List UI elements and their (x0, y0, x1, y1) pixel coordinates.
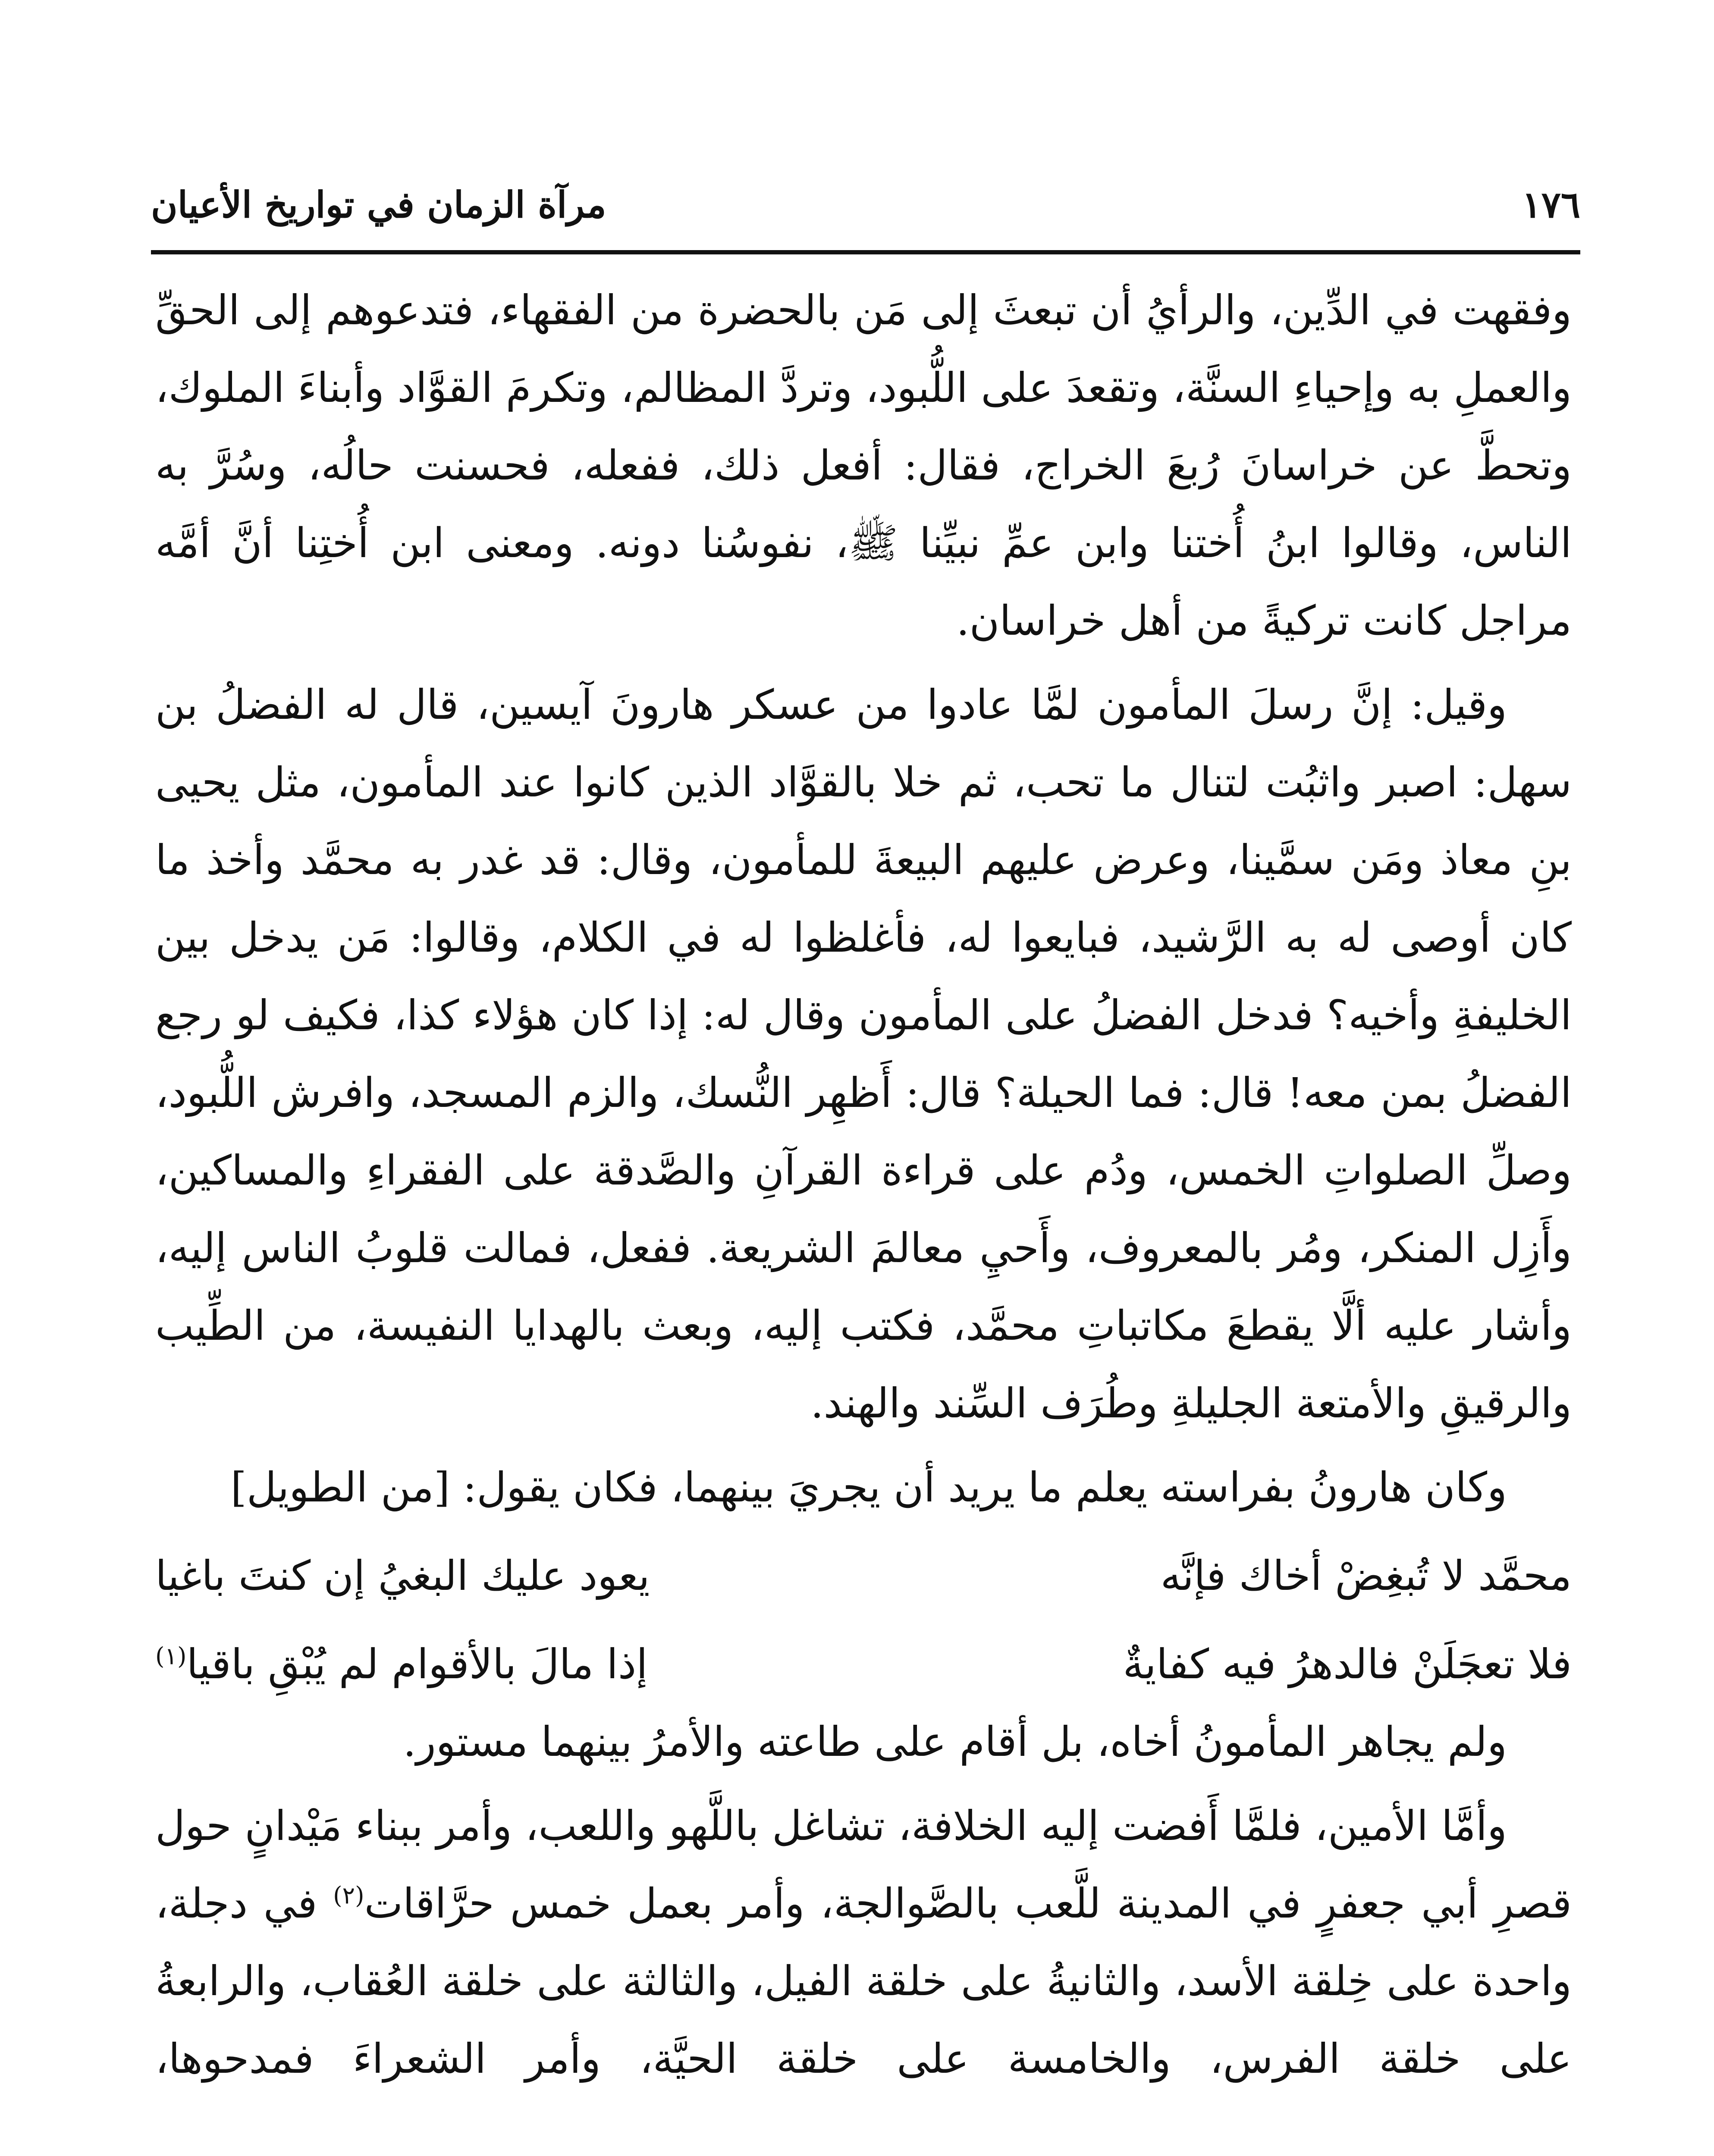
paragraph-3: وكان هارونُ بفراسته يعلم ما يريد أن يجريَ بينهما، فكان يقول: [من الطويل] (230, 1464, 1507, 1511)
running-title: مرآة الزمان في تواريخ الأعيان (151, 183, 606, 226)
verse-line-2 (155, 1626, 1572, 1703)
main-text (155, 272, 1572, 2104)
paragraph-5 (155, 1787, 1572, 2098)
paragraph-4: ولم يجاهر المأمونُ أخاه، بل أقام على طاعته والأمرُ بينهما مستور. (403, 1718, 1507, 1766)
header-divider (151, 250, 1580, 254)
footnote-ref-2: (٢) (333, 1881, 364, 1909)
verse-1-first-hemistich: محمَّد لا تُبغِضْ أخاك فإنَّه (1160, 1552, 1572, 1600)
paragraph-5-part-2: في دجلة، واحدة على خِلقة الأسد، والثانيةُ على خلقة الفيل، والثالثة على خلقة العُقاب، والرابعةُ على خلقة الفرس، والخامسة على خلقة الحيَّة، وأمر الشعراءَ فمدحوها، (155, 1880, 1572, 2083)
verse-2-first-hemistich: فلا تعجَلَنْ فالدهرُ فيه كفايةٌ (1123, 1641, 1572, 1688)
verse-line-1 (155, 1537, 1572, 1615)
paragraph-5-part-1: وأمَّا الأمين، فلمَّا أَفضت إليه الخلافة، تشاغل باللَّهو واللعب، وأمر ببناء مَيْدانٍ حول قصرِ أبي جعفرٍ في المدينة للَّعب بالصَّوالجة، وأمر بعمل خمس حرَّاقات (155, 1802, 1572, 1927)
page-number: ١٧٦ (1522, 183, 1580, 226)
verse-2-second-hemistich-text: إذا مالَ بالأقوام لم يُبْقِ باقيا (186, 1641, 648, 1688)
page-header (151, 172, 1580, 241)
footnote-ref-1: (١) (155, 1642, 187, 1670)
paragraph-2: وقيل: إنَّ رسلَ المأمون لمَّا عادوا من عسكر هارونَ آيسين، قال له الفضلُ بن سهل: اصبر واثبُت لتنال ما تحب، ثم خلا بالقوَّاد الذين كانوا عند المأمون، مثل يحيى بنِ معاذ ومَن سمَّينا، وعرض عليهم البيعةَ للمأمون، وقال: قد غدر به محمَّد وأخذ ما كان أوصى له به الرَّشيد، فبايعوا له، فأغلظوا له في الكلام، وقالوا: مَن يدخل بين الخليفةِ وأخيه؟ فدخل الفضلُ على المأمون وقال له: إذا كان هؤلاء كذا، فكيف لو رجع الفضلُ بمن معه! قال: فما الحيلة؟ قال: أَظهِر النُّسك، والزم المسجد، وافرش اللُّبود، وصلِّ الصلواتِ الخمس، ودُم على قراءة القرآنِ والصَّدقة على الفقراءِ والمساكين، وأَزِل المنكر، ومُر بالمعروف، وأَحيِ معالمَ الشريعة. ففعل، فمالت قلوبُ الناس إليه، وأشار عليه ألَّا يقطعَ مكاتباتِ محمَّد، فكتب إليه، وبعث بالهدايا النفيسة، من الطِّيب والرقيقِ والأمتعة الجليلةِ وطُرَف السِّند والهند. (155, 681, 1572, 1427)
verse-1-second-hemistich: يعود عليك البغيُ إن كنتَ باغيا (155, 1552, 650, 1600)
verse-2-second-hemistich (155, 1626, 648, 1703)
paragraph-1: وفقهت في الدِّين، والرأيُ أن تبعثَ إلى مَن بالحضرة من الفقهاء، فتدعوهم إلى الحقِّ والعملِ به وإحياءِ السنَّة، وتقعدَ على اللُّبود، وتردَّ المظالم، وتكرمَ القوَّاد وأبناءَ الملوك، وتحطَّ عن خراسانَ رُبعَ الخراج، فقال: أفعل ذلك، ففعله، فحسنت حالُه، وسُرَّ به الناس، وقالوا ابنُ أُختنا وابن عمِّ نبيِّنا ﷺ، نفوسُنا دونه. ومعنى ابن أُختِنا أنَّ أمَّه مراجل كانت تركيةً من أهل خراسان. (155, 287, 1572, 645)
